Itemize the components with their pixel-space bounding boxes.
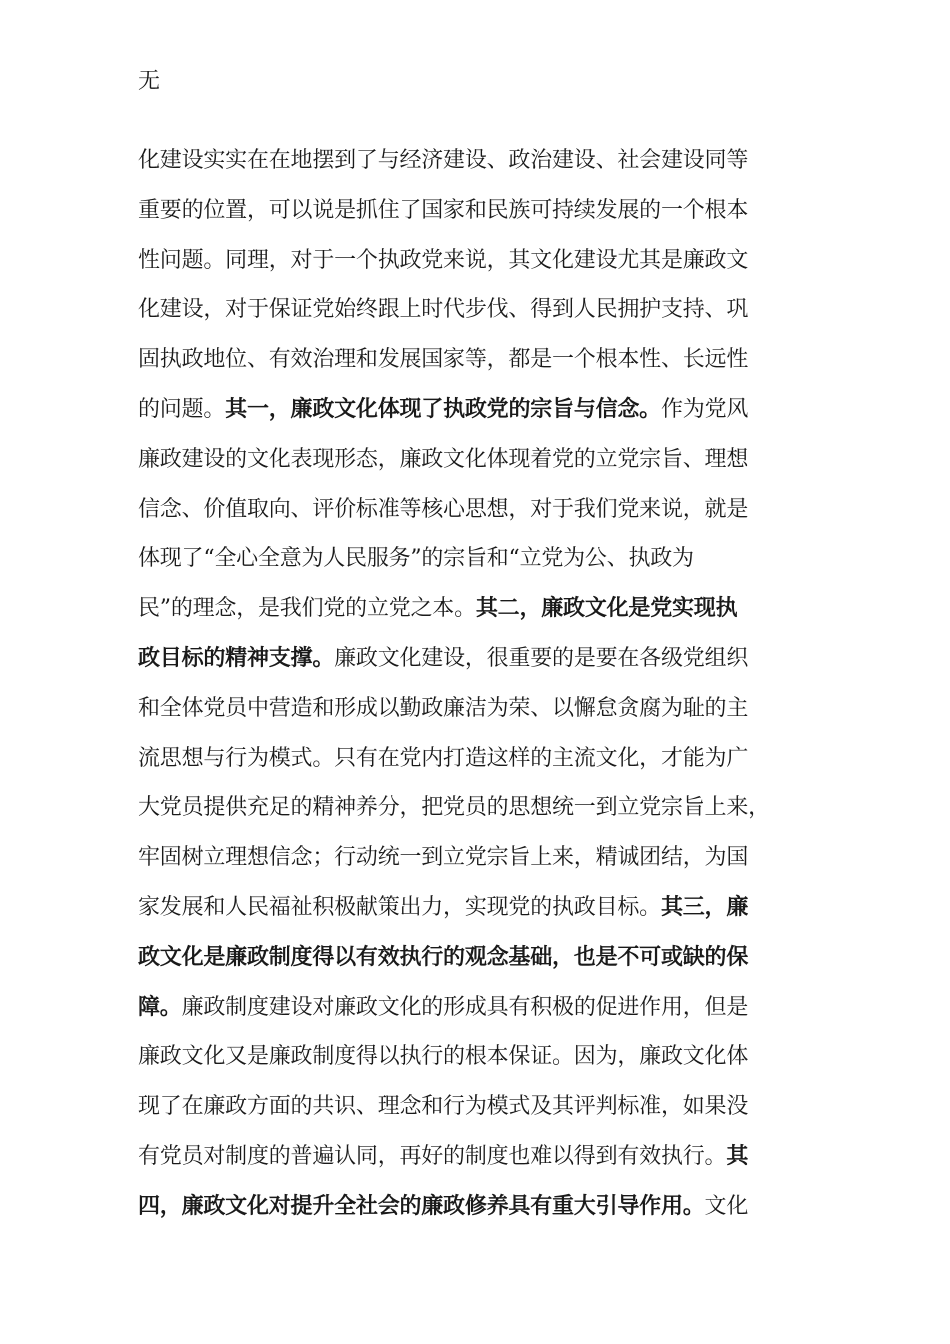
text-segment: 化建设实实在在地摆到了与经济建设、政治建设、社会建设同等: [138, 148, 749, 173]
text-line: [138, 1137, 838, 1187]
bold-text-segment: 其三，廉: [660, 894, 749, 920]
text-segment: 的问题。: [138, 396, 226, 422]
bold-text-segment: 政目标的精神支撑。: [138, 645, 335, 671]
text-line: [138, 589, 838, 639]
text-line: [138, 1187, 838, 1237]
text-line: [138, 191, 838, 241]
text-line: [138, 988, 838, 1038]
text-segment: 廉政文化又是廉政制度得以执行的根本保证。因为，廉政文化体: [138, 1044, 749, 1070]
text-segment: 大党员提供充足的精神养分，把党员的思想统一到立党宗旨上来，: [138, 795, 770, 821]
text-segment: 体现了“全心全意为人民服务”的宗旨和“立党为公、执政为: [138, 546, 694, 572]
text-line: [138, 490, 838, 540]
text-line: [138, 1087, 838, 1137]
text-segment: 廉政建设的文化表现形态，廉政文化体现着党的立党宗旨、理想: [138, 446, 749, 472]
bold-text-segment: 其二，廉政文化是党实现执: [475, 596, 738, 622]
bold-text-segment: 其: [726, 1143, 749, 1169]
text-line: [138, 141, 838, 191]
text-segment: 牢固树立理想信念；行动统一到立党宗旨上来，精诚团结，为国: [138, 845, 749, 871]
text-line: [138, 241, 838, 291]
page-header-mark: 无: [138, 69, 161, 94]
text-segment: 和全体党员中营造和形成以勤政廉洁为荣、以懈怠贪腐为耻的主: [138, 695, 749, 721]
text-line: [138, 888, 838, 938]
bold-text-segment: 四，廉政文化对提升全社会的廉政修养具有重大引导作用。: [138, 1193, 705, 1219]
text-segment: 现了在廉政方面的共识、理念和行为模式及其评判标准，如果没: [138, 1094, 749, 1120]
text-segment: 信念、价值取向、评价标准等核心思想，对于我们党来说，就是: [138, 496, 749, 522]
text-line: [138, 838, 838, 888]
bold-text-segment: 其一，廉政文化体现了执政党的宗旨与信念。: [225, 396, 661, 422]
text-line: [138, 938, 838, 988]
text-segment: 性问题。同理，对于一个执政党来说，其文化建设尤其是廉政文: [138, 247, 749, 273]
text-line: [138, 340, 838, 390]
bold-text-segment: 政文化是廉政制度得以有效执行的观念基础，也是不可或缺的保: [138, 944, 749, 970]
text-line: [138, 290, 838, 340]
text-segment: 民”的理念，是我们党的立党之本。: [138, 596, 476, 622]
text-segment: 有党员对制度的普遍认同，再好的制度也难以得到有效执行。: [138, 1143, 727, 1169]
text-line: [138, 739, 838, 789]
text-segment: 流思想与行为模式。只有在党内打造这样的主流文化，才能为广: [138, 745, 749, 771]
bold-text-segment: 障。: [138, 994, 182, 1020]
text-segment: 固执政地位、有效治理和发展国家等，都是一个根本性、长远性: [138, 347, 749, 373]
text-segment: 文化: [704, 1193, 749, 1219]
body-paragraph: [138, 141, 838, 1237]
text-line: [138, 639, 838, 689]
text-segment: 化建设，对于保证党始终跟上时代步伐、得到人民拥护支持、巩: [138, 297, 749, 323]
text-segment: 廉政文化建设，很重要的是要在各级党组织: [334, 645, 749, 671]
text-segment: 作为党风: [660, 396, 749, 422]
text-line: [138, 788, 838, 838]
text-segment: 家发展和人民福祉积极献策出力，实现党的执政目标。: [138, 894, 661, 920]
text-line: [138, 539, 838, 589]
text-segment: 廉政制度建设对廉政文化的形成具有积极的促进作用，但是: [181, 994, 749, 1020]
text-segment: 重要的位置，可以说是抓住了国家和民族可持续发展的一个根本: [138, 197, 749, 223]
text-line: [138, 1037, 838, 1087]
text-line: [138, 689, 838, 739]
text-line: [138, 390, 838, 440]
text-line: [138, 440, 838, 490]
